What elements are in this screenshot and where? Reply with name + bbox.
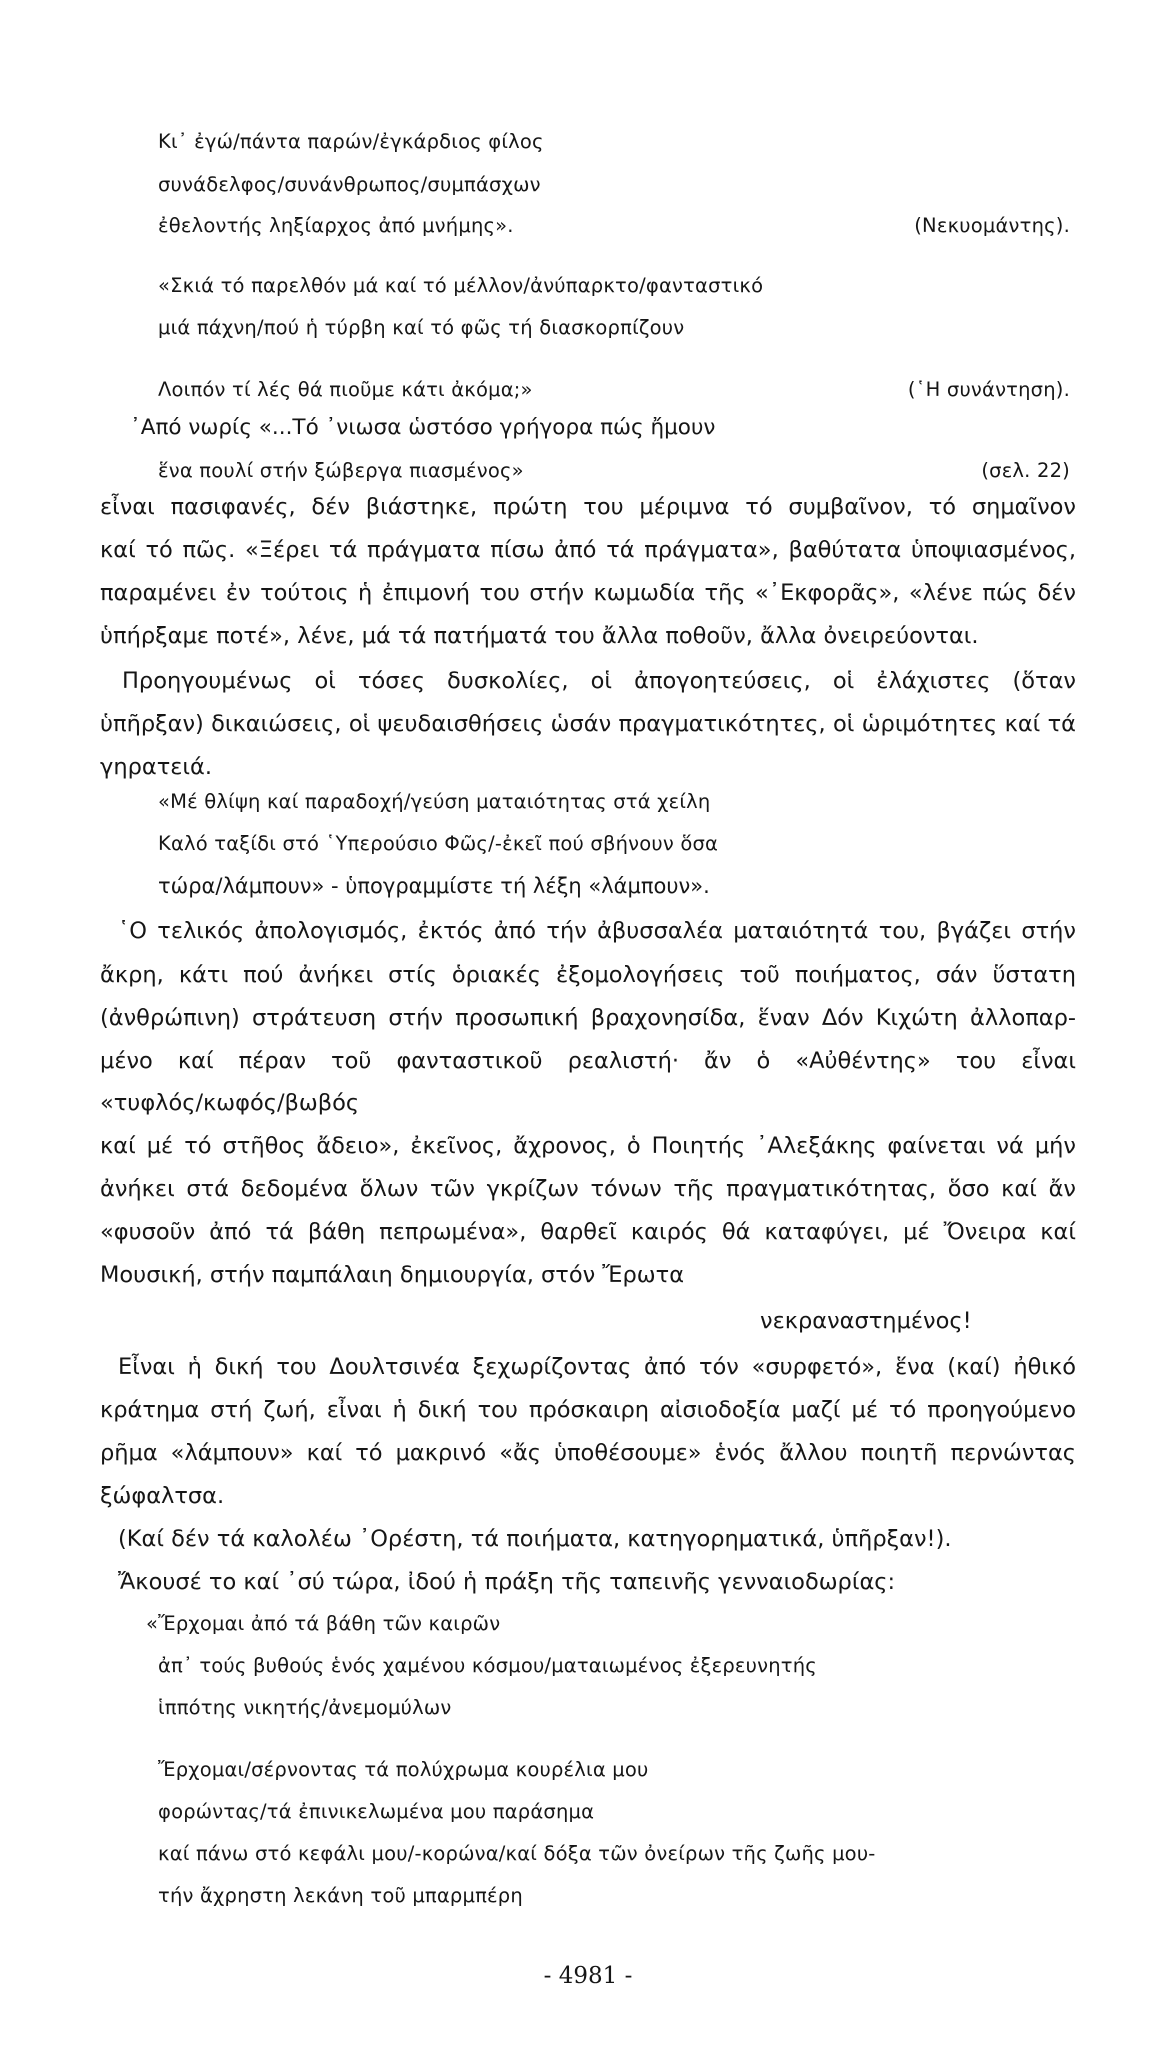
body-line: ρῆμα «λάμπουν» καί τό μακρινό «ἄς ὑποθέσουμε» ἑνός ἄλλου ποιητῆ περνώντας <box>100 1440 1076 1466</box>
quote-line: συνάδελφος/συνάνθρωπος/συμπάσχων <box>158 173 541 196</box>
source-citation: (῾Η συνάντηση). <box>907 378 1070 401</box>
quote-line: «Ἔρχομαι ἀπό τά βάθη τῶν καιρῶν <box>146 1612 501 1635</box>
body-line: μένο καί πέραν τοῦ φανταστικοῦ ρεαλιστή· ἄν ὁ «Αὐθέντης» του εἶναι <box>100 1048 1076 1074</box>
quote-line: καί πάνω στό κεφάλι μου/-κορώνα/καί δόξα τῶν ὀνείρων τῆς ζωῆς μου- <box>158 1842 876 1865</box>
body-line: Ἄκουσέ το καί ᾿σύ τώρα, ἰδού ἡ πράξη τῆς ταπεινῆς γενναιοδωρίας: <box>118 1569 896 1595</box>
body-line: «φυσοῦν ἀπό τά βάθη πεπρωμένα», θαρθεῖ καιρός θά καταφύγει, μέ Ὄνειρα καί <box>100 1219 1076 1245</box>
body-line: εἶναι πασιφανές, δέν βιάστηκε, πρώτη του μέριμνα τό συμβαῖνον, τό σημαῖνον <box>100 494 1076 520</box>
quote-line: μιά πάχνη/πού ἡ τύρβη καί τό φῶς τή διασκορπίζουν <box>158 316 685 339</box>
body-line: (ἀνθρώπινη) στράτευση στήν προσωπική βραχονησίδα, ἕναν Δόν Κιχώτη ἀλλοπαρ- <box>100 1005 1076 1031</box>
body-line: «τυφλός/κωφός/βωβός <box>100 1090 360 1116</box>
body-line: ἀνήκει στά δεδομένα ὅλων τῶν γκρίζων τόνων τῆς πραγματικότητας, ὅσο καί ἄν <box>100 1176 1076 1202</box>
quote-line: Καλό ταξίδι στό ῾Υπερούσιο Φῶς/-ἐκεῖ πού σβήνουν ὅσα <box>158 832 719 855</box>
quote-line: ἕνα πουλί στήν ξώβεργα πιασμένος» <box>158 459 524 482</box>
body-line: παραμένει ἐν τούτοις ἡ ἐπιμονή του στήν κωμωδία τῆς «᾿Εκφορᾶς», «λένε πώς δέν <box>100 580 1076 606</box>
body-line: καί τό πῶς. «Ξέρει τά πράγματα πίσω ἀπό τά πράγματα», βαθύτατα ὑποψιασμένος, <box>100 537 1076 563</box>
quote-line: ἱππότης νικητής/ἀνεμομύλων <box>158 1696 452 1719</box>
quote-line: ἐθελοντής ληξίαρχος ἀπό μνήμης». <box>158 214 514 237</box>
body-line: ξώφαλτσα. <box>100 1483 225 1509</box>
quote-line: Ἔρχομαι/σέρνοντας τά πολύχρωμα κουρέλια μου <box>158 1758 649 1781</box>
body-line: ᾿Από νωρίς «...Τό ᾿νιωσα ὡστόσο γρήγορα πώς ἤμουν <box>130 415 716 440</box>
source-citation: (Νεκυομάντης). <box>914 214 1070 237</box>
page-number: - 4981 - <box>543 1963 633 1989</box>
body-line: (Καί δέν τά καλολέω ᾿Ορέστη, τά ποιήματα, κατηγορηματικά, ὑπῆρξαν!). <box>118 1526 952 1552</box>
quote-line: φορώντας/τά ἐπινικελωμένα μου παράσημα <box>158 1800 595 1823</box>
body-line: ὑπήρξαμε ποτέ», λένε, μά τά πατήματά του ἄλλα ποθοῦν, ἄλλα ὀνειρεύονται. <box>100 623 979 649</box>
body-line: Εἶναι ἡ δική του Δουλτσινέα ξεχωρίζοντας ἀπό τόν «συρφετό», ἕνα (καί) ἠθικό <box>118 1354 1076 1380</box>
body-line: κράτημα στή ζωή, εἶναι ἡ δική του πρόσκαιρη αἰσιοδοξία μαζί μέ τό προηγούμενο <box>100 1397 1076 1423</box>
body-line: νεκραναστημένος! <box>760 1308 972 1334</box>
quote-line: Λοιπόν τί λές θά πιοῦμε κάτι ἀκόμα;» <box>158 378 533 401</box>
quote-line: τώρα/λάμπουν» - ὑπογραμμίστε τή λέξη «λάμπουν». <box>158 874 710 898</box>
body-line: Προηγουμένως οἱ τόσες δυσκολίες, οἱ ἀπογοητεύσεις, οἱ ἐλάχιστες (ὅταν <box>122 668 1076 694</box>
body-line: Μουσική, στήν παμπάλαιη δημιουργία, στόν Ἔρωτα <box>100 1262 685 1288</box>
body-line: ἄκρη, κάτι πού ἀνήκει στίς ὁριακές ἐξομολογήσεις τοῦ ποιήματος, σάν ὕστατη <box>100 962 1076 988</box>
quote-line: τήν ἄχρηστη λεκάνη τοῦ μπαρμπέρη <box>158 1884 523 1907</box>
body-line: καί μέ τό στῆθος ἄδειο», ἐκεῖνος, ἄχρονος, ὁ Ποιητής ᾿Αλεξάκης φαίνεται νά μήν <box>100 1133 1076 1159</box>
quote-line: ἀπ᾿ τούς βυθούς ἑνός χαμένου κόσμου/ματαιωμένος ἐξερευνητής <box>158 1654 817 1677</box>
body-line: ὑπῆρξαν) δικαιώσεις, οἱ ψευδαισθήσεις ὡσάν πραγματικότητες, οἱ ὡριμότητες καί τά <box>100 711 1076 737</box>
body-line: γηρατειά. <box>100 754 212 780</box>
quote-line: Κι᾿ ἐγώ/πάντα παρών/ἐγκάρδιος φίλος <box>158 130 544 153</box>
quote-line: «Σκιά τό παρελθόν μά καί τό μέλλον/ἀνύπαρκτο/φανταστικό <box>158 274 764 297</box>
quote-line: «Μέ θλίψη καί παραδοχή/γεύση ματαιότητας στά χείλη <box>158 790 711 813</box>
page-citation: (σελ. 22) <box>981 459 1070 482</box>
body-line: ῾Ο τελικός ἀπολογισμός, ἐκτός ἀπό τήν ἀβυσσαλέα ματαιότητά του, βγάζει στήν <box>118 918 1076 944</box>
